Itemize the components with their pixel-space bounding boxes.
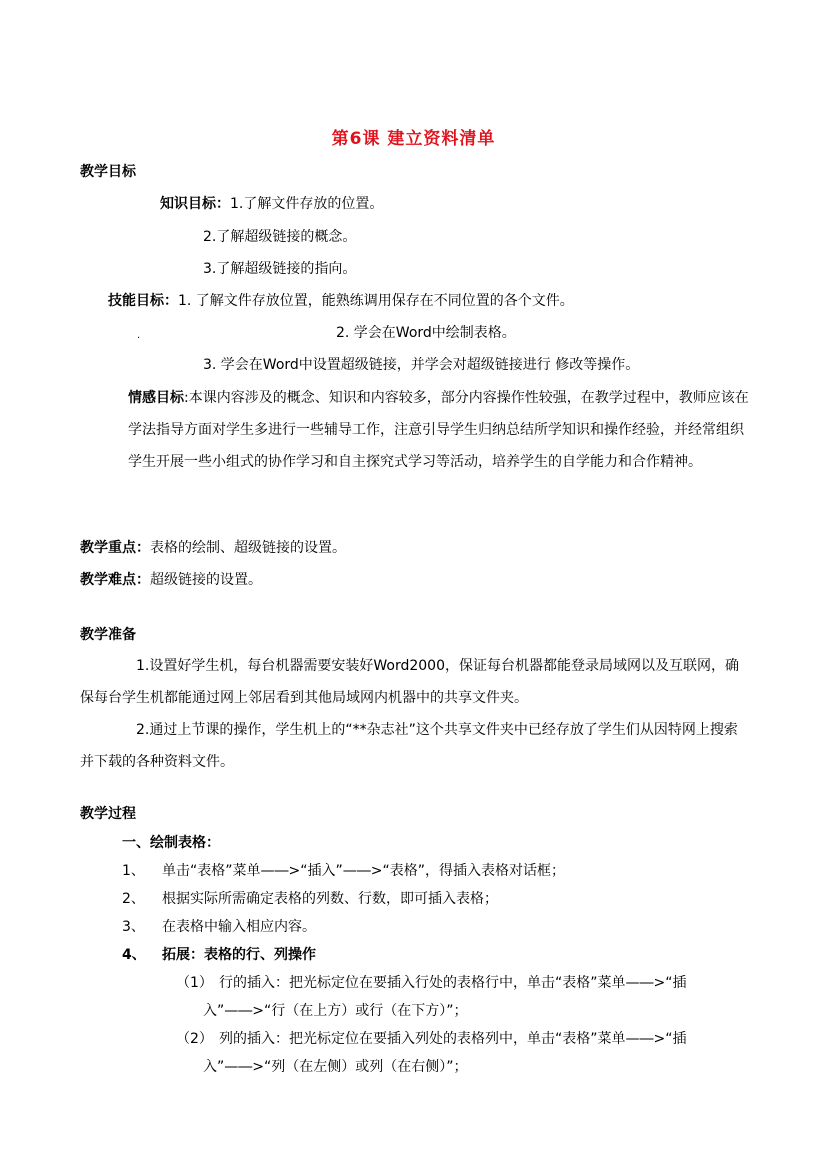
difficulty-text: 超级链接的设置。 <box>150 572 262 588</box>
step-1-text: 单击“表格”菜单—―>“插入”—―>“表格”，得插入表格对话框； <box>162 863 565 879</box>
step-4-text: 拓展：表格的行、列操作 <box>162 947 316 963</box>
step-2 <box>122 889 498 909</box>
sub-item-1-number: （1） <box>176 975 213 991</box>
step-3-number: 3、 <box>122 919 145 935</box>
stray-dot: . <box>137 330 141 341</box>
step-1-number: 1、 <box>122 863 145 879</box>
emotion-goal-text: :本课内容涉及的概念、知识和内容较多，部分内容操作性较强，在教学过程中，教师应该在学法指导方面对学生多进行一些辅导工作，注意引导学生归纳总结所学知识和操作经验，并经常组织学生开展一些小组式的协作学习和自主探究式学习等活动，培养学生的自学能力和合作精神。 <box>128 390 749 470</box>
process-heading: 教学过程 <box>80 806 136 822</box>
prep-paragraph-2: 2.通过上节课的操作，学生机上的“**杂志社”这个共享文件夹中已经存放了学生们从因特网上搜索并下载的各种资料文件。 <box>80 722 738 770</box>
section-1-heading: 一、绘制表格： <box>122 835 220 851</box>
skill-goal-item-2: 2. 学会在Word中绘制表格。 <box>336 325 516 341</box>
step-2-number: 2、 <box>122 891 145 907</box>
knowledge-goal-label: 知识目标： <box>160 196 230 212</box>
knowledge-goal-item-2: 2.了解超级链接的概念。 <box>203 229 357 245</box>
goals-heading: 教学目标 <box>80 164 136 180</box>
sub-item-2-line-1: 列的插入：把光标定位在要插入列处的表格列中，单击“表格”菜单—―>“插 <box>219 1031 687 1047</box>
emotion-goal-label: 情感目标 <box>128 390 184 406</box>
knowledge-goal-item-3: 3.了解超级链接的指向。 <box>203 261 357 277</box>
sub-item-2-line-2: 入”—―>“列（在左侧）或列（在右侧）”； <box>203 1059 468 1075</box>
skill-goal-item-1: 1. 了解文件存放位置，能熟练调用保存在不同位置的各个文件。 <box>178 293 574 309</box>
emotion-goal-paragraph <box>128 382 753 478</box>
difficulty-line <box>80 570 262 590</box>
step-4 <box>122 945 316 965</box>
skill-goal-item-3: 3. 学会在Word中设置超级链接，并学会对超级链接进行 修改等操作。 <box>203 357 640 373</box>
sub-item-1-line-1: 行的插入：把光标定位在要插入行处的表格行中，单击“表格”菜单—―>“插 <box>219 975 687 991</box>
key-point-line <box>80 538 346 558</box>
sub-item-1-line-2: 入”—―>“行（在上方）或行（在下方）”； <box>203 1003 468 1019</box>
step-2-text: 根据实际所需确定表格的列数、行数，即可插入表格； <box>162 891 498 907</box>
prep-paragraph-1: 1.设置好学生机，每台机器需要安装好Word2000，保证每台机器都能登录局域网以及互联网，确保每台学生机都能通过网上邻居看到其他局域网内机器中的共享文件夹。 <box>80 658 739 706</box>
key-point-label: 教学重点： <box>80 540 150 556</box>
step-3 <box>122 917 316 937</box>
difficulty-label: 教学难点： <box>80 572 150 588</box>
step-4-number: 4、 <box>122 947 146 963</box>
prep-heading: 教学准备 <box>80 627 136 643</box>
key-point-text: 表格的绘制、超级链接的设置。 <box>150 540 346 556</box>
knowledge-goal-line-1 <box>160 194 383 214</box>
step-1 <box>122 861 565 881</box>
page-title: 第6课 建立资料清单 <box>331 129 496 149</box>
skill-goal-line-1 <box>108 291 574 311</box>
step-3-text: 在表格中输入相应内容。 <box>162 919 316 935</box>
knowledge-goal-item-1: 1.了解文件存放的位置。 <box>230 196 384 212</box>
sub-item-2-number: （2） <box>176 1031 213 1047</box>
skill-goal-label: 技能目标： <box>108 293 178 309</box>
